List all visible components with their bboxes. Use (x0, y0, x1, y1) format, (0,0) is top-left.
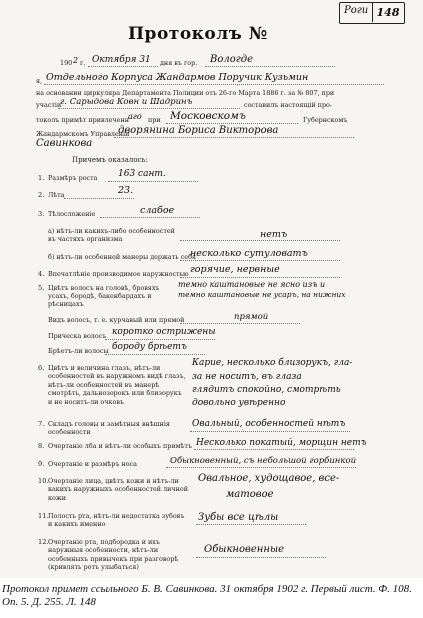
item-7-label: Складъ головы и замѣтныя внѣшнія особенности (48, 420, 170, 437)
item-5b-hand: прямой (234, 312, 269, 322)
item-1-label: Размѣръ роста (48, 174, 98, 182)
item-1-hand: 163 сант. (118, 169, 166, 179)
item-3-hand: слабое (140, 205, 175, 216)
item-7-number: 7. (38, 420, 45, 428)
document-title: Протоколъ № (128, 24, 268, 44)
item-10-hand: Овальное, худощавое, все- (198, 473, 340, 484)
item-3-label: Тѣлосложеніе (48, 210, 96, 218)
item-5c-hand: коротко острижены (112, 327, 216, 337)
item-6-hand: Карие, несколько близорукъ, гла- (192, 358, 353, 368)
item-3b-label: б) нѣтъ-ли особенной манеры держать себя (48, 253, 196, 261)
item-3a-label: а) нѣтъ-ли какихъ-либо особенностей въ частяхъ организма (48, 227, 175, 243)
item-5b-label: Видъ волосъ, т. е. курчавый или прямой (48, 316, 185, 324)
item-11-hand: Зубы все цѣлы (198, 512, 279, 523)
conclusion: Причемъ оказалось: (72, 156, 148, 164)
intro-line3: на основании циркуляра Департамента Полиции отъ 26-го Марта 1886 г. за № 807, при (36, 89, 335, 97)
item-12-number: 12. (38, 538, 49, 546)
intro-line5-hand-a: аго (128, 112, 142, 121)
item-4-label: Впечатлѣніе производимое наружностью (48, 270, 189, 278)
item-5-hand: темно каштановые не ясно изъ и (178, 280, 326, 289)
item-11-number: 11. (38, 512, 49, 520)
item-6-hand-2: за не носитъ, въ глаза (192, 372, 302, 382)
item-10-label: Очертаніе лица, цвѣтъ кожи и нѣтъ-ли какихъ наружныхъ особенностей личной кожи (48, 477, 188, 502)
witness-hand: г. Сарыдова Ковн и Шадринъ (60, 97, 193, 107)
intro-line4-suffix: составилъ настоящій про- (244, 101, 333, 109)
year-suffix: г. (80, 59, 86, 67)
item-9-hand: Обыкновенный, съ небольшой горбинкой (170, 456, 357, 466)
item-2-hand: 23. (118, 185, 134, 196)
item-11-label: Полость рта, нѣтъ-ли недостатка зубовъ и какихъ именно (48, 512, 185, 529)
item-1-number: 1. (38, 174, 45, 182)
intro-line5-mid: при (148, 116, 161, 124)
item-2-number: 2. (38, 191, 45, 199)
subject-hand: дворянина Бориса Викторова (118, 125, 279, 136)
item-8-label: Очертаніе лба и нѣтъ-ли особыхъ примѣтъ (48, 442, 193, 450)
item-6-number: 6. (38, 364, 45, 372)
item-5d-label: Брѣетъ-ли волосы (48, 347, 109, 355)
item-12-hand: Обыкновенные (204, 544, 284, 555)
item-8-number: 8. (38, 442, 45, 450)
item-3-number: 3. (38, 210, 45, 218)
item-10-hand-2: матовое (226, 489, 274, 500)
day-word: дня въ гор. (160, 59, 198, 67)
year-hand: 2 (73, 56, 79, 65)
item-5d-hand: бороду брѣетъ (112, 342, 187, 352)
intro-line5-prefix: токолъ примѣт привлеченн (36, 116, 129, 124)
item-6-hand-4: довольно увѣренно (192, 398, 286, 408)
item-12-label: Очертаніе рта, подбородка и ихъ наружныя особенности, нѣтъ-ли особенныхъ привычекъ при разговорѣ (кривлять ротъ улыбаться) (48, 538, 179, 572)
item-5-hand-2: темно каштановые не усаръ, на нижних (178, 290, 346, 299)
officer-hand: Отдельного Корпуса Жандармов Поручик Кузьмин (46, 72, 309, 83)
item-3b-hand: несколько сутуловатъ (190, 248, 308, 259)
month-day-hand: Октября 31 (92, 55, 151, 65)
item-6-hand-3: глядитъ спокойно, смотрѣть (192, 385, 341, 395)
sheet-number: 148 (372, 2, 403, 22)
item-9-number: 9. (38, 460, 45, 468)
stamp-top-word: Роги (344, 5, 369, 16)
archive-caption: Протокол примет ссыльного Б. В. Савинкова. 31 октября 1902 г. Первый лист. Ф. 108. Оп. 5. Д. 255. Л. 148 (2, 583, 412, 608)
item-3a-hand: нетъ (260, 229, 288, 240)
item-5-number: 5. (38, 284, 45, 292)
subject-hand-2: Савинкова (36, 138, 93, 149)
item-7-hand: Овальный, особенностей нѣтъ (192, 419, 346, 429)
item-8-hand: Несколько покатый, морщин нетъ (196, 438, 367, 448)
item-4-number: 4. (38, 270, 45, 278)
item-6-label: Цвѣтъ и величина глазъ, нѣтъ-ли особенностей въ наружномъ видѣ глазъ, нѣтъ-ли особенностей въ манерѣ смотрѣть, дальнозорокъ или близорукъ и не носитъ-ли очковъ (48, 364, 186, 406)
intro-line5-suffix: Губернскомъ (303, 116, 348, 124)
intro-line6-prefix: Жандармскомъ Управленіи (36, 130, 130, 138)
item-9-label: Очертаніе и размѣръ носа (48, 460, 137, 468)
intro-line4-prefix: участіи (36, 101, 62, 109)
item-10-number: 10. (38, 477, 49, 485)
item-2-label: Лѣта (48, 191, 65, 199)
city-hand: Вологде (210, 54, 254, 65)
intro-line2-prefix: я, (36, 77, 43, 85)
item-5-label: Цвѣтъ волосъ на головѣ, бровяхъ усахъ, бородѣ, бакенбардахъ и рѣсницахъ (48, 284, 160, 308)
item-5c-label: Прическа волосъ (48, 332, 107, 340)
intro-line5-hand-b: Московскомъ (170, 110, 246, 122)
item-4-hand: горячие, нервные (190, 264, 280, 275)
year-print: 190 (60, 59, 73, 67)
